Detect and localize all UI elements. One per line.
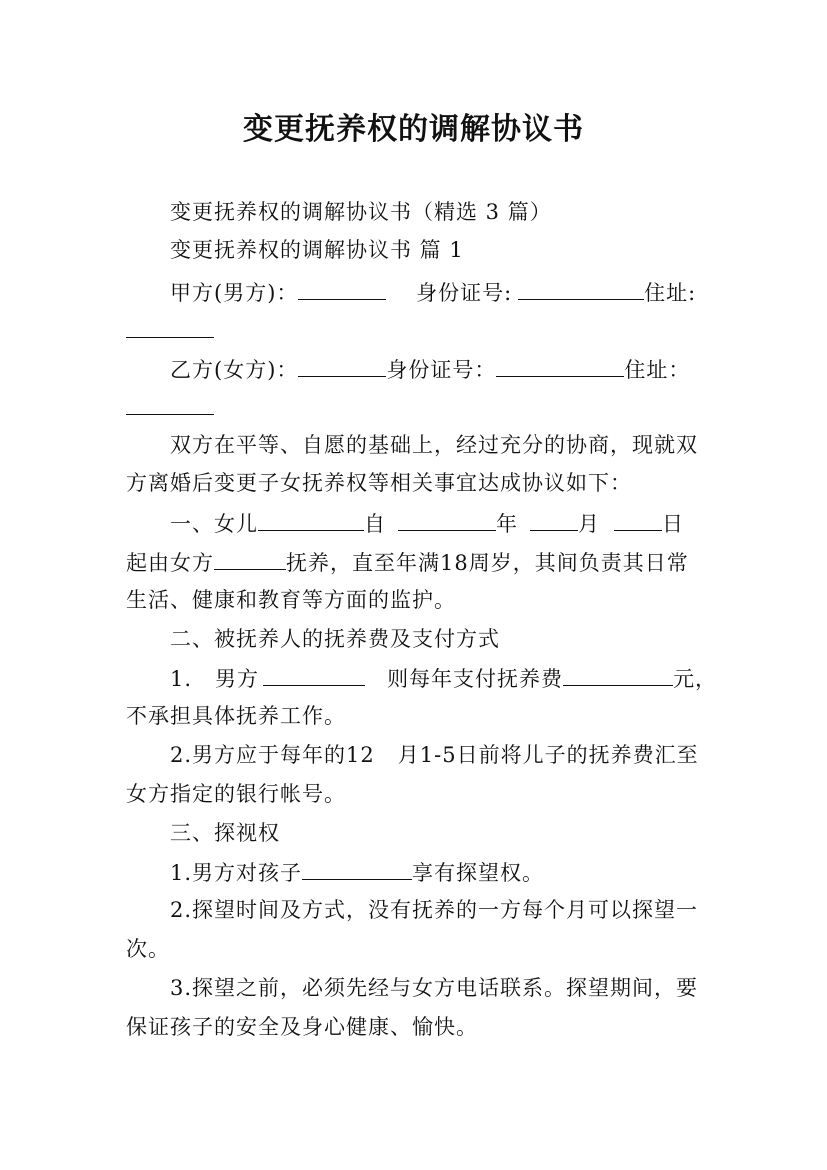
party-b-name-blank [298, 356, 386, 377]
party-a-addr-label: 住址: [644, 281, 697, 305]
item-2-2-line-1: 2.男方应于每年的12 月1-5日前将儿子的抚养费汇至 [170, 743, 699, 767]
item-2-2-line-2: 女方指定的银行帐号。 [126, 782, 346, 806]
document-title: 变更抚养权的调解协议书 [243, 112, 584, 147]
party-b-addr-label: 住址： [624, 358, 691, 382]
item-3-1-text: 享有探望权。 [412, 861, 545, 885]
father-name-blank [263, 665, 365, 686]
clause-1-raise-text: 抚养，直至年满18周岁，其间负责其日常 [286, 551, 689, 575]
item-3-3-line-1: 3.探望之前，必须先经与女方电话联系。探望期间，要 [170, 976, 699, 1000]
party-b-line [170, 356, 690, 382]
clause-1-day-label: 日 [662, 512, 684, 536]
item-2-1-line-2: 不承担具体抚养工作。 [126, 704, 346, 728]
item-2-1-father-label: 1. 男方 [170, 667, 260, 691]
clause-1-by-mother-label: 起由女方 [126, 551, 214, 575]
day-blank [614, 510, 662, 531]
clause-1-from-label: 自 [364, 512, 386, 536]
item-2-1-yuan-label: 元， [673, 667, 718, 691]
party-a-addr-blank [126, 336, 214, 338]
year-blank [398, 510, 496, 531]
party-a-id-label: 身份证号: [416, 281, 513, 305]
item-3-1-line [170, 859, 544, 885]
mother-name-blank [214, 549, 286, 570]
intro-line-2: 方离婚后变更子女抚养权等相关事宜达成协议如下： [126, 471, 632, 495]
article-heading: 变更抚养权的调解协议书 篇 1 [170, 238, 464, 262]
party-a-label: 甲方(男方)： [170, 281, 299, 305]
intro-line-1: 双方在平等、自愿的基础上，经过充分的协商，现就双 [170, 433, 698, 457]
clause-1-line-1 [170, 510, 684, 536]
party-b-addr-blank [126, 413, 214, 415]
item-2-1-fee-label: 则每年支付抚养费 [387, 667, 564, 691]
clause-1-year-label: 年 [496, 512, 518, 536]
clause-1-daughter-label: 一、女儿 [170, 512, 258, 536]
item-3-1-label: 1.男方对孩子 [170, 861, 303, 885]
subtitle: 变更抚养权的调解协议书（精选 3 篇） [170, 200, 552, 224]
daughter-name-blank [258, 510, 364, 531]
clause-1-line-3: 生活、健康和教育等方面的监护。 [126, 588, 456, 612]
month-blank [530, 510, 578, 531]
item-3-3-line-2: 保证孩子的安全及身心健康、愉快。 [126, 1015, 478, 1039]
item-2-1-line-1 [170, 665, 717, 691]
party-b-label: 乙方(女方)： [170, 358, 299, 382]
party-a-line [170, 279, 696, 305]
child-name-blank [302, 859, 412, 880]
section-2-heading: 二、被抚养人的抚养费及支付方式 [170, 627, 500, 651]
clause-1-month-label: 月 [578, 512, 600, 536]
item-3-2-line-1: 2.探望时间及方式，没有抚养的一方每个月可以探望一 [170, 898, 699, 922]
party-b-id-blank [496, 356, 624, 377]
party-a-id-blank [518, 279, 644, 300]
clause-1-line-2 [126, 549, 689, 575]
fee-amount-blank [563, 665, 673, 686]
section-3-heading: 三、探视权 [170, 821, 280, 845]
item-3-2-line-2: 次。 [126, 937, 170, 961]
party-b-id-label: 身份证号： [386, 358, 497, 382]
party-a-name-blank [298, 279, 386, 300]
